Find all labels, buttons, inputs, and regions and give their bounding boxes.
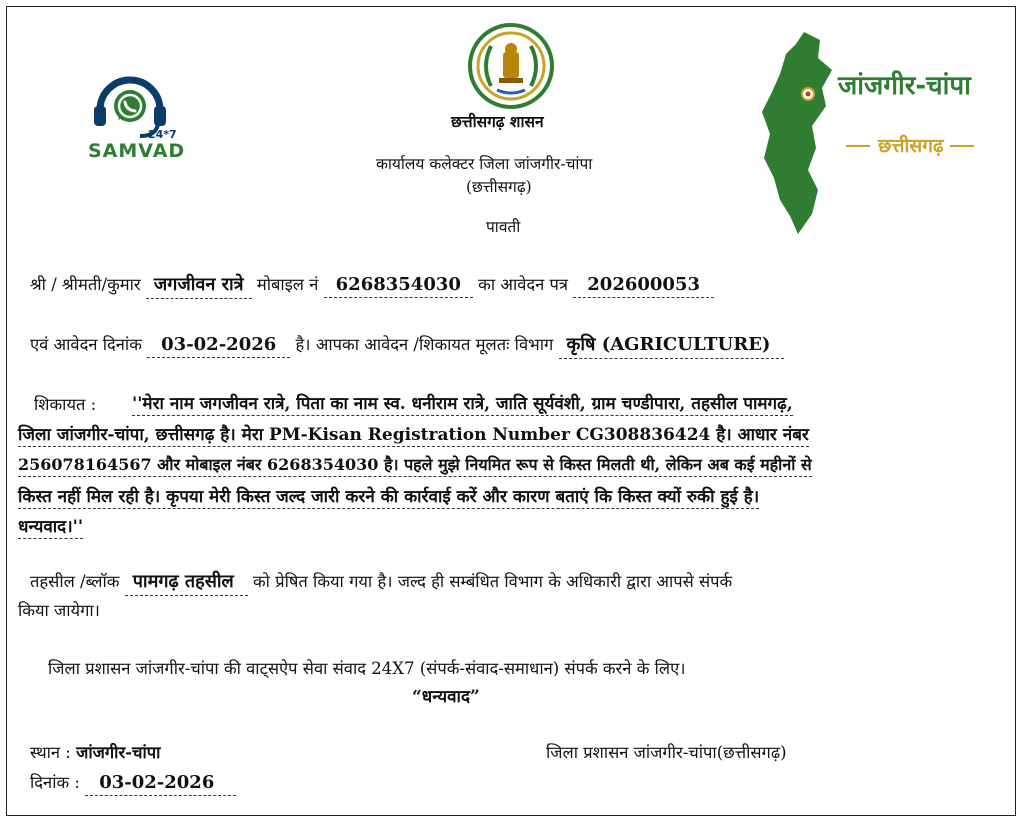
complaint-line-4: किस्त नहीं मिल रही है। कृपया मेरी किस्त जल्द जारी करने की कार्रवाई करें और कारण बताएं कि किस्त क्यों रुकी हुई है।: [18, 484, 759, 509]
application-label: का आवेदन पत्र: [478, 275, 569, 294]
chhattisgarh-map-icon: [760, 30, 838, 236]
application-number: 202600053: [573, 274, 714, 298]
footer-date-row: [30, 770, 236, 796]
applicant-row: [30, 272, 714, 299]
authority-signature: जिला प्रशासन जांजगीर-चांपा(छत्तीसगढ़): [546, 743, 787, 762]
complaint-line-1: ''मेरा नाम जगजीवन रात्रे, पिता का नाम स्व. धनीराम रात्रे, जाति सूर्यवंशी, ग्राम चण्डीपारा, तहसील पामगढ़,: [132, 391, 793, 416]
forwarding-row: [30, 569, 732, 596]
applicant-name: जगजीवन रात्रे: [146, 272, 252, 299]
name-label: श्री / श्रीमती/कुमार: [30, 275, 141, 294]
complaint-line-5: धन्यवाद।'': [18, 514, 83, 539]
thanks-text: “धन्यवाद”: [412, 687, 480, 707]
mobile-label: मोबाइल नं: [256, 275, 319, 294]
place-label: स्थान :: [30, 743, 71, 762]
samvad-logo-text: SAMVAD: [88, 140, 186, 162]
place-row: [30, 740, 160, 763]
government-name: छत्तीसगढ़ शासन: [451, 112, 544, 131]
department-text: है। आपका आवेदन /शिकायत मूलतः विभाग: [295, 335, 554, 354]
district-logo-title: जांजगीर-चांपा: [838, 71, 971, 101]
date-department-row: [30, 332, 784, 359]
place-name: जांजगीर-चांपा: [76, 743, 161, 762]
block-label: तहसील /ब्लॉक: [30, 572, 120, 591]
district-logo-rule-left: [846, 145, 870, 147]
complaint-label: शिकायत :: [34, 395, 97, 414]
district-logo-rule-right: [950, 145, 974, 147]
document-title: पावती: [486, 218, 521, 236]
footer-date-label: दिनांक :: [30, 773, 80, 792]
complaint-line-3: 256078164567 और मोबाइल नंबर 6268354030 है। पहले मुझे नियमित रूप से किस्त मिलती थी, लेकिन अब कई महीनों से: [18, 453, 812, 477]
state-name: (छत्तीसगढ़): [466, 178, 532, 196]
block-name: पामगढ़ तहसील: [125, 569, 248, 596]
application-date-label: एवं आवेदन दिनांक: [30, 335, 142, 354]
forwarding-text-2: किया जायेगा।: [18, 601, 100, 620]
department-name: कृषि (AGRICULTURE): [559, 332, 785, 359]
samvad-hours: 24*7: [148, 128, 177, 141]
complaint-line-2: जिला जांजगीर-चांपा, छत्तीसगढ़ है। मेरा PM-Kisan Registration Number CG308836424 है। आधार नंबर: [18, 422, 809, 447]
service-note: जिला प्रशासन जांजगीर-चांपा की वाट्सऐप सेवा संवाद 24X7 (संपर्क-संवाद-समाधान) संपर्क करने के लिए।: [48, 659, 686, 678]
footer-date: 03-02-2026: [85, 772, 236, 796]
chhattisgarh-emblem-icon: [467, 22, 555, 110]
district-logo-state: छत्तीसगढ़: [878, 135, 944, 157]
application-date: 03-02-2026: [147, 334, 290, 358]
forwarding-text: को प्रेषित किया गया है। जल्द ही सम्बंधित विभाग के अधिकारी द्वारा आपसे संपर्क: [253, 572, 733, 591]
office-name: कार्यालय कलेक्टर जिला जांजगीर-चांपा: [376, 155, 593, 173]
mobile-number: 6268354030: [324, 274, 473, 298]
